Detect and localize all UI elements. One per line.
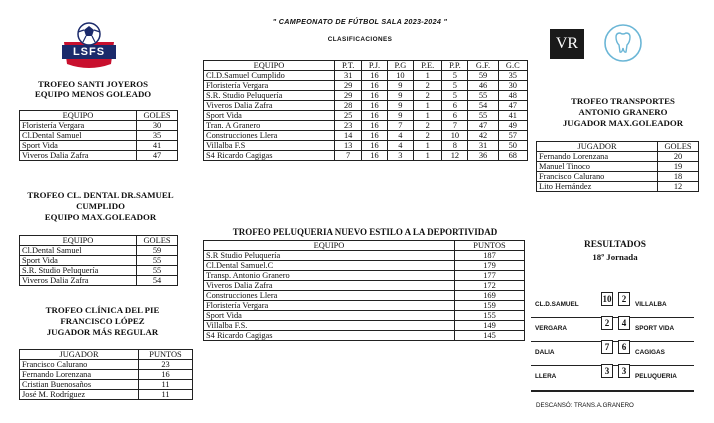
- points-value: 149: [455, 321, 525, 331]
- points-value: 179: [455, 261, 525, 271]
- team-name: Sport Vida: [204, 111, 335, 121]
- standings-header-row: [204, 61, 528, 71]
- sponsor-logo-vr: [550, 29, 584, 59]
- trofeo-max-goleador-equipo-title-1: TROFEO CL. DENTAL DR.SAMUEL: [27, 190, 174, 200]
- deportividad-title: TROFEO PELUQUERIA NUEVO ESTILO A LA DEPORTIVIDAD: [232, 227, 498, 237]
- table-row: [20, 370, 193, 380]
- goals-value: 30: [137, 121, 178, 131]
- goals-value: 54: [137, 276, 178, 286]
- trofeo-menos-goleado-title: TROFEO SANTI JOYEROS: [38, 79, 148, 89]
- cell-pt: 25: [335, 111, 362, 121]
- away-score: 6: [618, 340, 630, 354]
- cell-gf: 42: [468, 131, 498, 141]
- column-header-pe: P.E.: [414, 61, 442, 71]
- goals-value: 19: [658, 162, 699, 172]
- cell-gf: 31: [468, 141, 498, 151]
- points-value: 177: [455, 271, 525, 281]
- cell-pp: 6: [442, 101, 468, 111]
- player-name: Fernando Lorenzana: [20, 370, 139, 380]
- cell-pg: 4: [387, 131, 413, 141]
- away-team: VILLALBA: [635, 301, 667, 308]
- page-title: " CAMPEONATO DE FÚTBOL SALA 2023-2024 ": [272, 17, 448, 26]
- goals-value: 12: [658, 182, 699, 192]
- cell-pp: 8: [442, 141, 468, 151]
- team-name: Sport Vida: [20, 256, 137, 266]
- player-name: Manuel Tinoco: [537, 162, 658, 172]
- cell-gc: 68: [498, 151, 527, 161]
- team-name: Construcciones Llera: [204, 131, 335, 141]
- cell-pg: 4: [387, 141, 413, 151]
- table-row: [537, 152, 699, 162]
- cell-gc: 41: [498, 111, 527, 121]
- cell-pt: 14: [335, 131, 362, 141]
- team-name: S4 Ricardo Cagigas: [204, 151, 335, 161]
- player-name: Francisco Calurano: [20, 360, 139, 370]
- resultados-title: RESULTADOS: [583, 240, 646, 250]
- cell-pe: 1: [414, 141, 442, 151]
- cell-gc: 50: [498, 141, 527, 151]
- table-row: [204, 271, 525, 281]
- cell-pg: 3: [387, 151, 413, 161]
- player-name: Cristian Buenosaños: [20, 380, 139, 390]
- team-name: Cl.Dental Samuel: [20, 246, 137, 256]
- standings-table: [203, 60, 528, 161]
- cell-pp: 5: [442, 91, 468, 101]
- table-row: [204, 121, 528, 131]
- team-name: Floristería Vergara: [204, 81, 335, 91]
- team-name: Transp. Antonio Granero: [204, 271, 455, 281]
- trofeo-goleador-subtitle: JUGADOR MAX.GOLEADOR: [562, 118, 684, 128]
- team-name: Viveros Dalia Zafra: [204, 101, 335, 111]
- dental-logo-icon: [603, 23, 643, 63]
- column-header-pg: P.G: [387, 61, 413, 71]
- cell-gc: 49: [498, 121, 527, 131]
- team-name: Construcciones Llera: [204, 291, 455, 301]
- home-team: VERGARA: [535, 325, 567, 332]
- table-row: [204, 131, 528, 141]
- trofeo-goleador-title-1: TROFEO TRANSPORTES: [571, 96, 675, 106]
- cell-pe: 2: [414, 91, 442, 101]
- cell-gc: 48: [498, 91, 527, 101]
- cell-pe: 2: [414, 131, 442, 141]
- player-name: Francisco Calurano: [537, 172, 658, 182]
- column-header-equipo: EQUIPO: [20, 111, 137, 121]
- table-row: [204, 141, 528, 151]
- goals-value: 59: [137, 246, 178, 256]
- team-name: Villalba F.S: [204, 141, 335, 151]
- table-row: [20, 246, 178, 256]
- table-row: [204, 261, 525, 271]
- cell-pe: 2: [414, 81, 442, 91]
- cell-pe: 1: [414, 111, 442, 121]
- cell-pp: 10: [442, 131, 468, 141]
- home-score: 7: [601, 340, 613, 354]
- cell-gc: 47: [498, 101, 527, 111]
- team-name: Cl.D.Samuel Cumplido: [204, 71, 335, 81]
- team-name: S.R. Studio Peluquería: [204, 91, 335, 101]
- team-name: Tran. A Granero: [204, 121, 335, 131]
- cell-pj: 16: [362, 151, 387, 161]
- table-row: [20, 266, 178, 276]
- cell-pe: 2: [414, 121, 442, 131]
- table-row: [204, 301, 525, 311]
- points-value: 11: [139, 390, 193, 400]
- goals-value: 47: [137, 151, 178, 161]
- player-name: José M. Rodríguez: [20, 390, 139, 400]
- away-team: PELUQUERIA: [635, 373, 677, 380]
- cell-pe: 1: [414, 101, 442, 111]
- cell-pt: 28: [335, 101, 362, 111]
- points-value: 187: [455, 251, 525, 261]
- match-row: [531, 318, 694, 342]
- team-name: S.R Studio Peluquería: [204, 251, 455, 261]
- team-name: Viveros Dalia Zafra: [204, 281, 455, 291]
- goals-value: 35: [137, 131, 178, 141]
- team-name: S4 Ricardo Cagigas: [204, 331, 455, 341]
- away-team: CAGIGAS: [635, 349, 665, 356]
- table-row: [20, 141, 178, 151]
- table-row: [537, 162, 699, 172]
- column-header-pt: P.T.: [335, 61, 362, 71]
- player-name: Fernando Lorenzana: [537, 152, 658, 162]
- trofeo-regular-title-1: TROFEO CLÍNICA DEL PIE: [45, 305, 160, 315]
- match-row: [531, 366, 694, 389]
- points-value: 145: [455, 331, 525, 341]
- table-row: [20, 151, 178, 161]
- cell-pt: 13: [335, 141, 362, 151]
- cell-pg: 9: [387, 81, 413, 91]
- home-team: DALIA: [535, 349, 555, 356]
- team-name: Sport Vida: [204, 311, 455, 321]
- cell-pg: 9: [387, 111, 413, 121]
- goals-value: 41: [137, 141, 178, 151]
- home-score: 3: [601, 364, 613, 378]
- cell-gc: 35: [498, 71, 527, 81]
- match-row: [531, 294, 694, 318]
- match-row: [531, 342, 694, 366]
- points-value: 23: [139, 360, 193, 370]
- trofeo-goleador-title-2: ANTONIO GRANERO: [578, 107, 668, 117]
- team-name: Villalba F.S.: [204, 321, 455, 331]
- cell-gf: 36: [468, 151, 498, 161]
- team-name: Floristería Vergara: [20, 121, 137, 131]
- cell-pp: 7: [442, 121, 468, 131]
- cell-pj: 16: [362, 71, 387, 81]
- cell-pp: 6: [442, 111, 468, 121]
- team-name: Sport Vida: [20, 141, 137, 151]
- cell-pg: 9: [387, 101, 413, 111]
- column-header-gc: G.C: [498, 61, 527, 71]
- trofeo-max-goleador-equipo-subtitle: EQUIPO MAX.GOLEADOR: [44, 212, 157, 222]
- cell-gf: 46: [468, 81, 498, 91]
- table-row: [204, 111, 528, 121]
- points-value: 155: [455, 311, 525, 321]
- sponsor-logo-vr-text: VR: [555, 35, 579, 52]
- column-header-puntos: PUNTOS: [139, 350, 193, 360]
- cell-pp: 5: [442, 71, 468, 81]
- table-row: [20, 380, 193, 390]
- table-row: [20, 390, 193, 400]
- league-logo-text: LSFS: [72, 46, 106, 58]
- cell-pj: 16: [362, 81, 387, 91]
- goals-value: 20: [658, 152, 699, 162]
- max-goleador-equipo-table: [19, 235, 178, 286]
- table-row: [20, 131, 178, 141]
- table-row: [204, 321, 525, 331]
- column-header-puntos: PUNTOS: [455, 241, 525, 251]
- table-row: [20, 256, 178, 266]
- cell-pe: 1: [414, 151, 442, 161]
- cell-gf: 59: [468, 71, 498, 81]
- team-name: Viveros Dalia Zafra: [20, 276, 137, 286]
- cell-pp: 5: [442, 81, 468, 91]
- column-header-equipo: EQUIPO: [204, 241, 455, 251]
- column-header-goles: GOLES: [658, 142, 699, 152]
- cell-pj: 16: [362, 131, 387, 141]
- cell-gf: 54: [468, 101, 498, 111]
- team-name: Cl.Dental Samuel.C: [204, 261, 455, 271]
- table-row: [537, 182, 699, 192]
- trofeo-regular-subtitle: JUGADOR MÁS REGULAR: [46, 327, 159, 337]
- points-value: 169: [455, 291, 525, 301]
- team-name: S.R. Studio Peluquería: [20, 266, 137, 276]
- cell-pg: 9: [387, 91, 413, 101]
- points-value: 11: [139, 380, 193, 390]
- deportividad-table: [203, 240, 525, 341]
- team-name: Floristería Vergara: [204, 301, 455, 311]
- cell-pp: 12: [442, 151, 468, 161]
- resultados-jornada: 18º Jornada: [592, 252, 638, 262]
- cell-pt: 7: [335, 151, 362, 161]
- team-name: Cl.Dental Samuel: [20, 131, 137, 141]
- table-row: [204, 331, 525, 341]
- column-header-goles: GOLES: [137, 111, 178, 121]
- regular-table: [19, 349, 193, 400]
- cell-pt: 29: [335, 81, 362, 91]
- cell-pj: 16: [362, 121, 387, 131]
- table-row: [204, 71, 528, 81]
- away-score: 4: [618, 316, 630, 330]
- points-value: 159: [455, 301, 525, 311]
- cell-gf: 55: [468, 111, 498, 121]
- team-name: Viveros Dalia Zafra: [20, 151, 137, 161]
- column-header-pp: P.P.: [442, 61, 468, 71]
- cell-pj: 16: [362, 141, 387, 151]
- cell-pt: 29: [335, 91, 362, 101]
- cell-pj: 16: [362, 101, 387, 111]
- trofeo-menos-goleado-subtitle: EQUIPO MENOS GOLEADO: [34, 89, 152, 99]
- table-row: [204, 291, 525, 301]
- column-header-jugador: JUGADOR: [537, 142, 658, 152]
- home-team: LLERA: [535, 373, 557, 380]
- table-row: [20, 276, 178, 286]
- home-score: 10: [602, 294, 612, 304]
- trofeo-max-goleador-equipo-title-2: CUMPLIDO: [76, 201, 125, 211]
- table-row: [204, 251, 525, 261]
- table-row: [204, 311, 525, 321]
- goals-value: 18: [658, 172, 699, 182]
- trofeo-regular-title-2: FRANCISCO LÓPEZ: [60, 316, 145, 326]
- menos-goleado-table: [19, 110, 178, 161]
- table-row: [204, 281, 525, 291]
- table-row: [20, 360, 193, 370]
- cell-pj: 16: [362, 111, 387, 121]
- table-row: [20, 121, 178, 131]
- away-score: 2: [618, 292, 630, 306]
- column-header-jugador: JUGADOR: [20, 350, 139, 360]
- descanso-note: DESCANSÓ: TRANS.A.GRANERO: [536, 402, 634, 409]
- home-score: 2: [601, 316, 613, 330]
- league-logo: [56, 22, 122, 72]
- cell-pt: 31: [335, 71, 362, 81]
- home-team: CL.D.SAMUEL: [535, 301, 579, 308]
- table-row: [204, 81, 528, 91]
- cell-gf: 47: [468, 121, 498, 131]
- goals-value: 55: [137, 266, 178, 276]
- cell-gc: 30: [498, 81, 527, 91]
- table-row: [204, 91, 528, 101]
- resultados-panel: [531, 294, 694, 392]
- cell-pg: 7: [387, 121, 413, 131]
- cell-pj: 16: [362, 91, 387, 101]
- player-name: Lito Hernández: [537, 182, 658, 192]
- table-row: [537, 172, 699, 182]
- column-header-equipo: EQUIPO: [204, 61, 335, 71]
- column-header-equipo: EQUIPO: [20, 236, 137, 246]
- points-value: 172: [455, 281, 525, 291]
- cell-gc: 57: [498, 131, 527, 141]
- column-header-pj: P.J.: [362, 61, 387, 71]
- goleador-table: [536, 141, 699, 192]
- column-header-gf: G.F.: [468, 61, 498, 71]
- cell-pe: 1: [414, 71, 442, 81]
- away-team: SPORT VIDA: [635, 325, 675, 332]
- points-value: 16: [139, 370, 193, 380]
- column-header-goles: GOLES: [137, 236, 178, 246]
- cell-pt: 23: [335, 121, 362, 131]
- goals-value: 55: [137, 256, 178, 266]
- page-subtitle: CLASIFICACIONES: [327, 36, 393, 43]
- table-row: [204, 151, 528, 161]
- cell-pg: 10: [387, 71, 413, 81]
- table-row: [204, 101, 528, 111]
- away-score: 3: [618, 364, 630, 378]
- cell-gf: 55: [468, 91, 498, 101]
